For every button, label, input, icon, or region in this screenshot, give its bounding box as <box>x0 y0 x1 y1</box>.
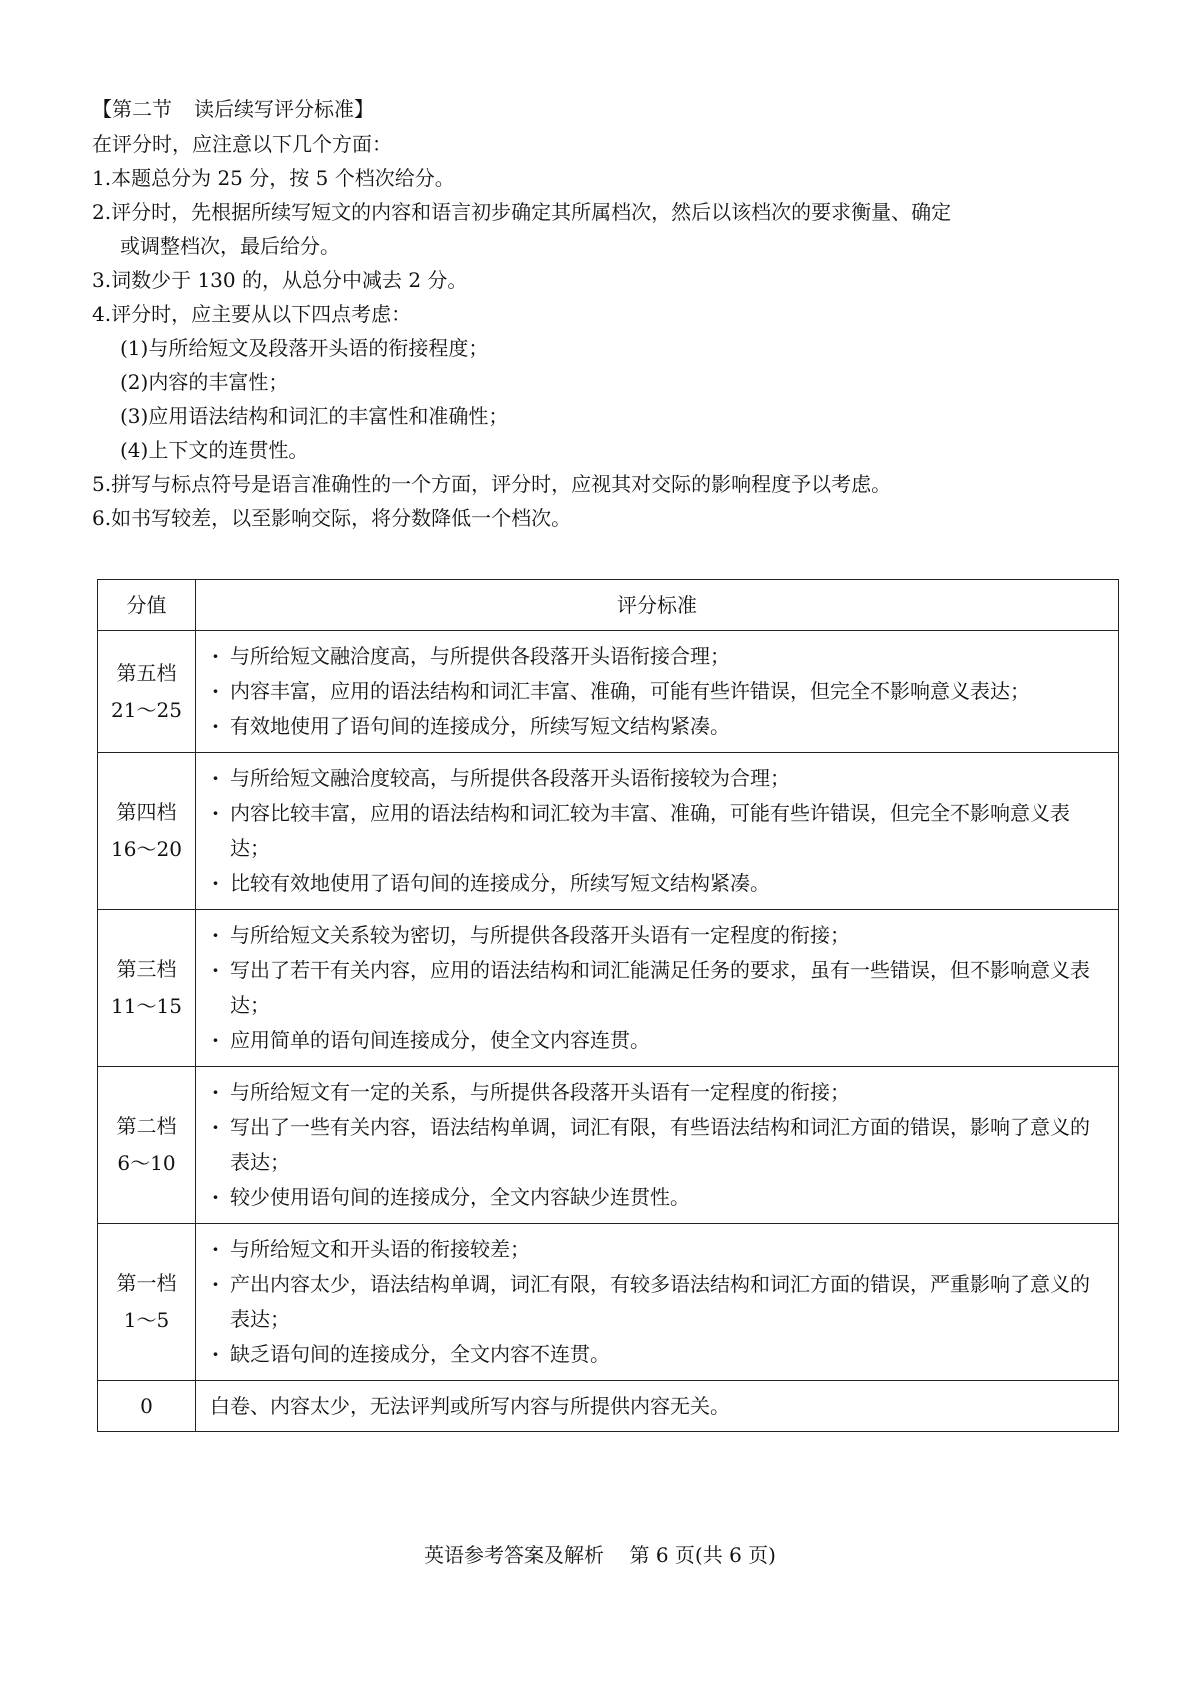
criteria-cell <box>196 753 1119 910</box>
grade-cell <box>98 1067 196 1224</box>
criteria-item: · 缺乏语句间的连接成分，全文内容不连贯。 <box>210 1337 1108 1372</box>
grade-range: 1～5 <box>123 1308 170 1332</box>
criteria-item: · 写出了一些有关内容，语法结构单调，词汇有限，有些语法结构和词汇方面的错误，影响了意义的表达； <box>210 1110 1108 1180</box>
zero-criteria: 白卷、内容太少，无法评判或所写内容与所提供内容无关。 <box>196 1381 1119 1432</box>
criteria-item: · 较少使用语句间的连接成分，全文内容缺少连贯性。 <box>210 1180 1108 1215</box>
criteria-item: · 与所给短文融洽度高，与所提供各段落开头语衔接合理； <box>210 639 1108 674</box>
section-heading <box>92 92 374 126</box>
rules-list <box>92 161 1122 535</box>
table-row <box>98 753 1119 910</box>
criteria-cell <box>196 1067 1119 1224</box>
table-row <box>98 1224 1119 1381</box>
rule-subitem: (4)上下文的连贯性。 <box>120 438 309 462</box>
grade-label: 第四档 <box>116 800 177 824</box>
table-row-zero <box>98 1381 1119 1432</box>
grade-label: 第三档 <box>116 957 177 981</box>
grade-label: 第五档 <box>116 660 177 685</box>
heading-part: 第二节 <box>112 97 172 121</box>
rule-item: 6.如书写较差，以至影响交际，将分数降低一个档次。 <box>92 506 572 530</box>
grade-label: 第一档 <box>116 1271 177 1295</box>
criteria-cell <box>196 1224 1119 1381</box>
criteria-cell <box>196 631 1119 753</box>
rule-item: 4.评分时，应主要从以下四点考虑： <box>92 302 412 326</box>
header-criteria: 评分标准 <box>196 580 1119 631</box>
criteria-item: · 写出了若干有关内容，应用的语法结构和词汇能满足任务的要求，虽有一些错误，但不影响意义表达； <box>210 953 1108 1023</box>
rule-subitem: (1)与所给短文及段落开头语的衔接程度； <box>120 336 489 360</box>
criteria-cell <box>196 910 1119 1067</box>
heading-bracket-open: 【 <box>92 97 112 121</box>
criteria-item: · 产出内容太少，语法结构单调，词汇有限，有较多语法结构和词汇方面的错误，严重影响了意义的表达； <box>210 1267 1108 1337</box>
header-score: 分值 <box>98 580 196 631</box>
grade-range: 21～25 <box>111 697 182 722</box>
grade-range: 11～15 <box>111 994 182 1018</box>
table-row <box>98 631 1119 753</box>
heading-name: 读后续写评分标准 <box>194 97 354 121</box>
criteria-item: · 有效地使用了语句间的连接成分，所续写短文结构紧凑。 <box>210 709 1108 744</box>
rule-item: 2.评分时，先根据所续写短文的内容和语言初步确定其所属档次，然后以该档次的要求衡量、确定 或调整档次，最后给分。 <box>92 200 952 258</box>
criteria-item: · 与所给短文有一定的关系，与所提供各段落开头语有一定程度的衔接； <box>210 1075 1108 1110</box>
grade-cell <box>98 910 196 1067</box>
table-header-row <box>98 580 1119 631</box>
criteria-item: · 与所给短文关系较为密切，与所提供各段落开头语有一定程度的衔接； <box>210 918 1108 953</box>
criteria-item: · 内容丰富，应用的语法结构和词汇丰富、准确，可能有些许错误，但完全不影响意义表达； <box>210 674 1108 709</box>
footer-title: 英语参考答案及解析 <box>424 1543 605 1567</box>
rule-item: 3.词数少于 130 的，从总分中减去 2 分。 <box>92 268 468 292</box>
grade-cell <box>98 753 196 910</box>
rule-subitem: (2)内容的丰富性； <box>120 370 289 394</box>
intro-text: 在评分时，应注意以下几个方面： <box>92 132 392 156</box>
table-row <box>98 910 1119 1067</box>
table-row <box>98 1067 1119 1224</box>
rule-item: 1.本题总分为 25 分，按 5 个档次给分。 <box>92 166 455 190</box>
criteria-item: · 应用简单的语句间连接成分，使全文内容连贯。 <box>210 1023 1108 1058</box>
criteria-item: · 与所给短文和开头语的衔接较差； <box>210 1232 1108 1267</box>
page-footer <box>0 1540 1200 1570</box>
grade-cell <box>98 1224 196 1381</box>
criteria-item: · 内容比较丰富，应用的语法结构和词汇较为丰富、准确，可能有些许错误，但完全不影响意义表达； <box>210 796 1108 866</box>
scoring-table <box>97 579 1119 1432</box>
grade-range: 16～20 <box>111 837 182 861</box>
zero-score: 0 <box>98 1381 196 1432</box>
grade-cell <box>98 631 196 753</box>
footer-page-number: 第 6 页(共 6 页) <box>629 1543 776 1567</box>
grade-range: 6～10 <box>117 1151 176 1175</box>
criteria-item: · 比较有效地使用了语句间的连接成分，所续写短文结构紧凑。 <box>210 866 1108 901</box>
criteria-item: · 与所给短文融洽度较高，与所提供各段落开头语衔接较为合理； <box>210 761 1108 796</box>
rule-subitem: (3)应用语法结构和词汇的丰富性和准确性； <box>120 404 509 428</box>
heading-bracket-close: 】 <box>354 97 374 121</box>
rule-item: 5.拼写与标点符号是语言准确性的一个方面，评分时，应视其对交际的影响程度予以考虑。 <box>92 472 892 496</box>
grade-label: 第二档 <box>116 1114 177 1138</box>
